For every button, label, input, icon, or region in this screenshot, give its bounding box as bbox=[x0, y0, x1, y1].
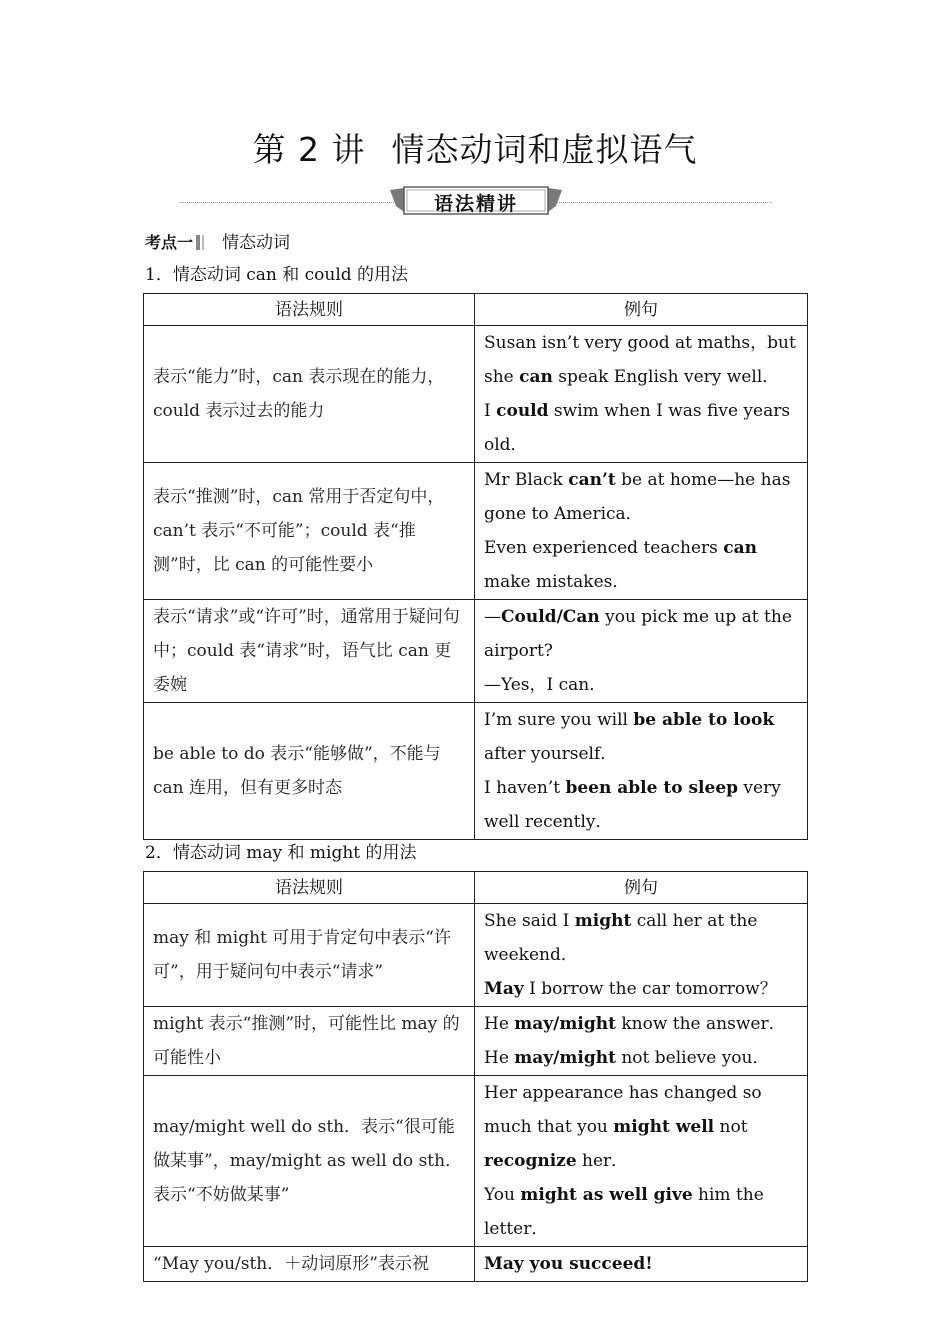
example-sentence bbox=[484, 1247, 798, 1281]
topic-marker-label: 考点一 bbox=[145, 233, 194, 252]
example-keyword: might as well give bbox=[520, 1185, 693, 1205]
topic-marker bbox=[145, 228, 290, 253]
section1-heading: 1．情态动词 can 和 could 的用法 bbox=[145, 265, 409, 285]
example-sentence bbox=[484, 600, 798, 668]
example-sentence bbox=[484, 1076, 798, 1178]
table-row bbox=[144, 703, 808, 840]
rule-cell: 表示“请求”或“许可”时，通常用于疑问句中；could 表“请求”时，语气比 can 更委婉 bbox=[144, 600, 475, 703]
example-keyword: May bbox=[484, 979, 524, 999]
example-keyword: might well bbox=[613, 1117, 715, 1137]
title-lesson-number: 第 2 讲 bbox=[252, 130, 366, 169]
example-sentence bbox=[484, 1007, 798, 1041]
example-keyword: can bbox=[723, 538, 758, 558]
title-topic: 情态动词和虚拟语气 bbox=[391, 130, 698, 169]
example-text: He bbox=[484, 1048, 515, 1068]
example-cell bbox=[475, 1076, 808, 1247]
example-sentence bbox=[484, 463, 798, 531]
rule-cell: may/might well do sth．表示“很可能做某事”，may/might as well do sth．表示“不妨做某事” bbox=[144, 1076, 475, 1247]
marker-bar-light-icon bbox=[202, 235, 204, 250]
example-text: —Yes，I can． bbox=[484, 675, 607, 695]
example-text: Mr Black bbox=[484, 470, 569, 490]
example-text: not bbox=[714, 1117, 748, 1137]
may-might-table bbox=[143, 871, 808, 1282]
example-keyword: might bbox=[574, 911, 632, 931]
rule-cell: 表示“推测”时，can 常用于否定句中，can’t 表示“不可能”；could 表“推测”时，比 can 的可能性要小 bbox=[144, 463, 475, 600]
section2-heading: 2．情态动词 may 和 might 的用法 bbox=[145, 843, 417, 863]
example-cell bbox=[475, 463, 808, 600]
example-text: He bbox=[484, 1014, 515, 1034]
example-text: Her appearance has changed so much that you bbox=[484, 1083, 762, 1137]
example-sentence bbox=[484, 394, 798, 462]
example-keyword: can’t bbox=[568, 470, 616, 490]
example-text: you pick me up at the airport? bbox=[484, 607, 792, 661]
table-row bbox=[144, 1007, 808, 1076]
example-text: You bbox=[484, 1185, 521, 1205]
example-text: I bbox=[484, 401, 497, 421]
example-text: him the letter． bbox=[484, 1185, 764, 1239]
table-header-row bbox=[144, 872, 808, 904]
example-text: not believe you． bbox=[615, 1048, 770, 1068]
example-text: make mistakes． bbox=[484, 572, 630, 592]
example-keyword: be able to look bbox=[633, 710, 775, 730]
banner-plate bbox=[390, 186, 562, 216]
example-cell bbox=[475, 904, 808, 1007]
table-row bbox=[144, 463, 808, 600]
example-text: I borrow the car tomorrow？ bbox=[523, 979, 777, 999]
example-sentence bbox=[484, 1041, 798, 1075]
section-banner bbox=[180, 186, 772, 218]
example-text: speak English very well． bbox=[552, 367, 780, 387]
example-sentence bbox=[484, 703, 798, 771]
example-sentence bbox=[484, 904, 798, 972]
table-row bbox=[144, 600, 808, 703]
example-sentence bbox=[484, 972, 798, 1006]
example-sentence bbox=[484, 1178, 798, 1246]
header-example: 例句 bbox=[475, 294, 808, 326]
example-sentence bbox=[484, 668, 798, 702]
example-text: I haven’t bbox=[484, 778, 566, 798]
table-row bbox=[144, 326, 808, 463]
example-text: Even experienced teachers bbox=[484, 538, 724, 558]
example-keyword: May you succeed! bbox=[484, 1254, 653, 1274]
example-text: know the answer． bbox=[615, 1014, 786, 1034]
rule-cell: “May you/sth．＋动词原形”表示祝 bbox=[144, 1247, 475, 1282]
example-keyword: recognize bbox=[484, 1151, 577, 1171]
example-cell bbox=[475, 326, 808, 463]
header-example: 例句 bbox=[475, 872, 808, 904]
example-text: I’m sure you will bbox=[484, 710, 634, 730]
marker-bar-icon bbox=[196, 235, 200, 250]
example-text: She said I bbox=[484, 911, 575, 931]
example-text: her． bbox=[576, 1151, 629, 1171]
table-header-row bbox=[144, 294, 808, 326]
example-text: swim when I was five years old． bbox=[484, 401, 791, 455]
rule-cell: 表示“能力”时，can 表示现在的能力，could 表示过去的能力 bbox=[144, 326, 475, 463]
table-row bbox=[144, 1247, 808, 1282]
example-text: very well recently． bbox=[484, 778, 781, 832]
example-cell bbox=[475, 1247, 808, 1282]
header-rule: 语法规则 bbox=[144, 294, 475, 326]
rule-cell: be able to do 表示“能够做”，不能与 can 连用，但有更多时态 bbox=[144, 703, 475, 840]
example-keyword: may/might bbox=[514, 1014, 616, 1034]
example-text: be at home—he has gone to America． bbox=[484, 470, 791, 524]
example-cell bbox=[475, 703, 808, 840]
header-rule: 语法规则 bbox=[144, 872, 475, 904]
example-keyword: Could/Can bbox=[501, 607, 600, 627]
example-keyword: been able to sleep bbox=[565, 778, 739, 798]
example-sentence bbox=[484, 531, 798, 599]
example-sentence bbox=[484, 326, 798, 394]
example-text: — bbox=[484, 607, 501, 627]
table-row bbox=[144, 904, 808, 1007]
example-keyword: could bbox=[496, 401, 549, 421]
example-keyword: may/might bbox=[514, 1048, 616, 1068]
page-title bbox=[0, 124, 950, 171]
example-cell bbox=[475, 1007, 808, 1076]
can-could-table bbox=[143, 293, 808, 840]
example-text: Susan isn’t very good at maths，but she bbox=[484, 333, 796, 387]
example-text: call her at the weekend． bbox=[484, 911, 758, 965]
topic-marker-text: 情态动词 bbox=[222, 233, 291, 253]
example-keyword: can bbox=[519, 367, 553, 387]
table-row bbox=[144, 1076, 808, 1247]
example-cell bbox=[475, 600, 808, 703]
banner-label: 语法精讲 bbox=[433, 193, 518, 215]
rule-cell: might 表示“推测”时，可能性比 may 的可能性小 bbox=[144, 1007, 475, 1076]
example-text: after yourself． bbox=[484, 744, 618, 764]
example-sentence bbox=[484, 771, 798, 839]
rule-cell: may 和 might 可用于肯定句中表示“许可”，用于疑问句中表示“请求” bbox=[144, 904, 475, 1007]
